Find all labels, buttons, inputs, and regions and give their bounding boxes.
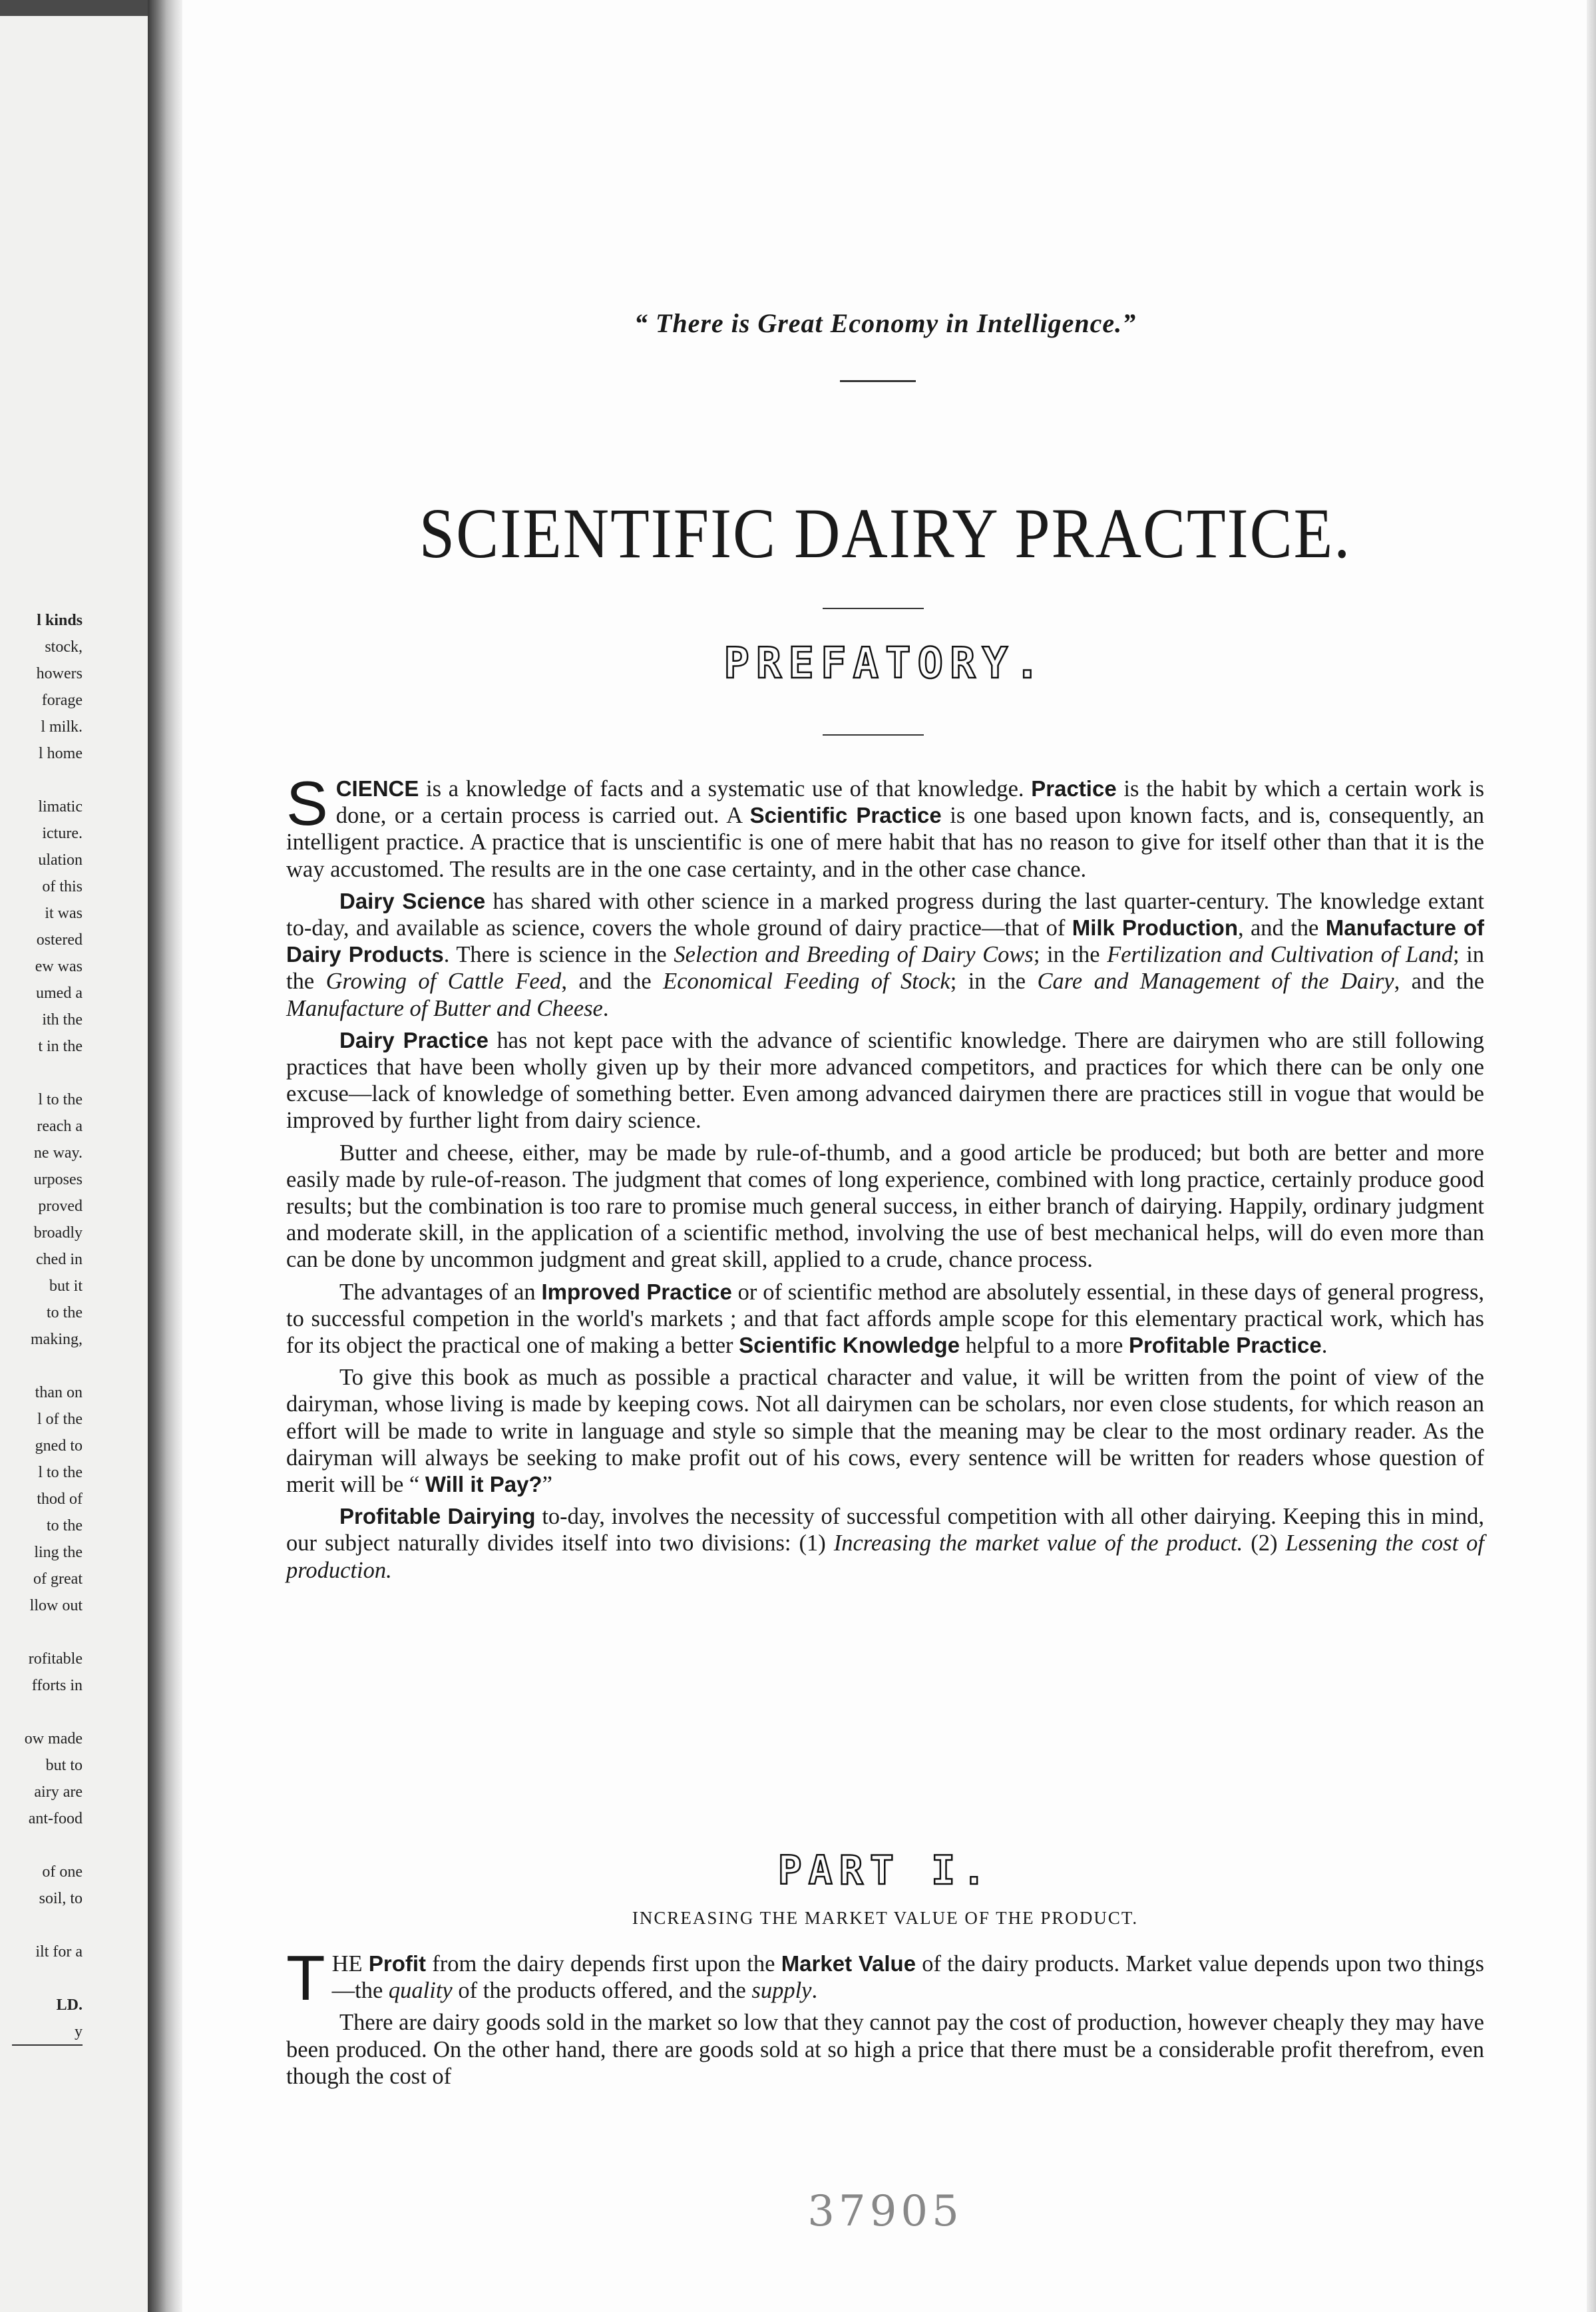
drop-cap: S bbox=[286, 768, 328, 838]
adjacent-text-fragment: y bbox=[75, 2023, 83, 2040]
adjacent-text-fragment: ulation bbox=[38, 851, 83, 869]
bold-phrase: Scientific Practice bbox=[749, 803, 942, 828]
adjacent-text-fragment: to the bbox=[47, 1517, 83, 1534]
adjacent-text-fragment: limatic bbox=[38, 798, 83, 815]
italic-phrase: Care and Management of the Dairy bbox=[1037, 969, 1394, 995]
text-run: ” bbox=[542, 1472, 552, 1498]
text-run: from the dairy depends first upon the bbox=[426, 1951, 781, 1976]
divider-rule bbox=[840, 380, 916, 382]
text-run: of the dairy products. Market value depends upon two things—the bbox=[331, 1951, 1484, 2004]
adjacent-text-fragment: making, bbox=[31, 1331, 83, 1348]
text-run: Butter and cheese, either, may be made by rule-of-thumb, and a good article be produced; but both are better and more easily made by rule-of-reason. The judgment that comes of long experience, combined with long practice, certainly produce good results; but the combination is too rare to promise much general success, in either branch of dairying. Happily, ordinary judgment and moderate skill, in the application of a scientific method, involving the use of best mechanical helps, will do even more than can be done by uncommon judgment and great skill, applied to a crude, chance process. bbox=[286, 1140, 1484, 1273]
text-run: ; in the bbox=[286, 942, 1485, 995]
text-run: . There is science in the bbox=[443, 942, 674, 968]
adjacent-text-fragment: ew was bbox=[35, 958, 83, 975]
italic-phrase: Lessening the cost of production. bbox=[286, 1530, 1484, 1583]
drop-cap: T bbox=[286, 1943, 325, 2014]
adjacent-text-fragment: gned to bbox=[35, 1437, 83, 1455]
adjacent-text-fragment: rofitable bbox=[28, 1650, 83, 1668]
adjacent-text-fragment: ith the bbox=[42, 1011, 83, 1029]
paragraph bbox=[286, 1364, 1484, 1498]
adjacent-text-fragment: ling the bbox=[34, 1544, 83, 1561]
adjacent-text-fragment: ant-food bbox=[28, 1810, 83, 1827]
fragment-gap bbox=[0, 1912, 83, 1939]
adjacent-text-fragment: thod of bbox=[37, 1491, 83, 1508]
adjacent-text-fragment: l of the bbox=[37, 1411, 83, 1428]
bold-phrase: Milk Production bbox=[1072, 915, 1238, 941]
adjacent-page-rule bbox=[12, 2044, 83, 2046]
page-edge bbox=[1587, 0, 1596, 2312]
text-run: ; in the bbox=[950, 969, 1038, 995]
adjacent-text-fragment: of one bbox=[42, 1863, 83, 1881]
italic-phrase: Manufacture of Butter and Cheese bbox=[286, 995, 603, 1021]
fragment-gap bbox=[0, 1353, 83, 1379]
part-body bbox=[286, 1943, 1484, 2095]
bold-phrase: Will it Pay? bbox=[425, 1472, 542, 1497]
text-run: . bbox=[811, 1978, 818, 2004]
adjacent-text-fragment: l to the bbox=[38, 1091, 83, 1108]
bold-phrase: Profitable Dairying bbox=[339, 1504, 536, 1529]
adjacent-text-fragment: ostered bbox=[36, 931, 83, 949]
adjacent-text-fragment: of this bbox=[42, 878, 83, 895]
adjacent-page-margin bbox=[0, 0, 148, 2312]
page-number: 37905 bbox=[807, 2187, 963, 2236]
scan-shadow bbox=[0, 0, 148, 16]
text-run: ; in the bbox=[1033, 942, 1107, 968]
part-subtitle: INCREASING THE MARKET VALUE OF THE PRODUCT. bbox=[632, 1908, 1139, 1928]
motto: “ There is Great Economy in Intelligence.” bbox=[634, 308, 1137, 338]
adjacent-text-fragment: but to bbox=[45, 1757, 83, 1774]
section-subtitle: PREFATORY. bbox=[723, 639, 1047, 688]
bold-phrase: Dairy Science bbox=[339, 888, 486, 913]
paragraph bbox=[286, 2009, 1484, 2090]
text-run: helpful to a more bbox=[960, 1333, 1129, 1359]
italic-phrase: Growing of Cattle Feed bbox=[325, 969, 562, 995]
adjacent-text-fragment: t in the bbox=[38, 1038, 83, 1055]
adjacent-text-fragment: l to the bbox=[38, 1464, 83, 1481]
fragment-gap bbox=[0, 1965, 83, 1992]
paragraph bbox=[286, 1503, 1484, 1584]
adjacent-text-fragment: ow made bbox=[24, 1730, 83, 1747]
adjacent-text-fragment: ilt for a bbox=[35, 1943, 83, 1961]
adjacent-text-fragment: broadly bbox=[33, 1224, 83, 1242]
bold-phrase: Improved Practice bbox=[541, 1279, 732, 1304]
text-run: has not kept pace with the advance of scientific knowledge. There are dairymen who are still following practices that have been wholly given up by their more advanced competitors, and practices for which there can be only one excuse—lack of knowledge of something better. Even among advanced dairymen there are practices still in vogue that would be improved by further light from dairy science. bbox=[286, 1027, 1485, 1134]
adjacent-text-fragment: fforts in bbox=[31, 1677, 83, 1694]
adjacent-text-fragment: of great bbox=[33, 1570, 83, 1588]
adjacent-text-fragment: ne way. bbox=[33, 1144, 83, 1162]
text-run: . bbox=[602, 995, 609, 1021]
adjacent-text-fragment: airy are bbox=[34, 1783, 83, 1801]
text-run: , and the bbox=[1394, 969, 1485, 995]
divider-rule bbox=[823, 608, 924, 609]
text-run: is a knowledge of facts and a systematic use of that knowledge. bbox=[419, 776, 1032, 802]
text-run: to-day, involves the necessity of successful competition with all other dairying. Keeping this in mind, our subject naturally divides itself into two divisions: (1) bbox=[286, 1504, 1484, 1556]
italic-phrase: supply bbox=[751, 1978, 812, 2004]
text-run: of the products offered, and the bbox=[452, 1978, 752, 2004]
bold-phrase: Manufacture of Dairy Products bbox=[286, 915, 1485, 967]
fragment-gap bbox=[0, 1699, 83, 1726]
text-run: (2) bbox=[1243, 1530, 1286, 1556]
text-run: There are dairy goods sold in the market so low that they cannot pay the cost of production, however cheaply they may have been produced. On the other hand, there are goods sold at so high a price that there must be a considerable profit therefrom, even though the cost of bbox=[286, 2010, 1484, 2089]
adjacent-text-fragment: reach a bbox=[37, 1118, 83, 1135]
divider-rule bbox=[823, 734, 924, 736]
paragraph bbox=[286, 1140, 1484, 1273]
paragraph bbox=[286, 1943, 1484, 2014]
text-run: , and the bbox=[1237, 915, 1326, 941]
italic-phrase: Fertilization and Cultivation of Land bbox=[1107, 942, 1453, 968]
prefatory-body bbox=[286, 768, 1485, 1589]
adjacent-text-fragment: icture. bbox=[42, 825, 83, 842]
book-spine-gutter bbox=[148, 0, 182, 2312]
paragraph bbox=[286, 1027, 1484, 1134]
text-run: To give this book as much as possible a practical character and value, it will be written from the point of view of the dairyman, whose living is made by keeping cows. Not all dairymen can be scholars, nor even close students, for which reason an effort will be made to write in language and style so simple that the meaning may be clear to the most ordinary reader. As the dairyman will always be seeking to make profit out of his cows, every sentence will be written for readers whose question of merit will be “ bbox=[286, 1365, 1484, 1498]
text-run: HE bbox=[331, 1951, 369, 1976]
italic-phrase: Selection and Breeding of Dairy Cows bbox=[674, 942, 1034, 968]
text-run: or of scientific method are absolutely essential, in these days of general progress, to successful competion in the world's markets ; and that fact affords ample scope for this elementary practical work, which has for its object the practical one of making a better bbox=[286, 1279, 1485, 1359]
bold-phrase: CIENCE bbox=[335, 776, 419, 801]
italic-phrase: quality bbox=[388, 1978, 453, 2004]
bold-phrase: Scientific Knowledge bbox=[739, 1333, 960, 1358]
text-run: The advantages of an bbox=[339, 1279, 542, 1305]
bold-phrase: Profitable Practice bbox=[1128, 1333, 1322, 1358]
bold-phrase: Practice bbox=[1031, 776, 1117, 801]
fragment-gap bbox=[0, 1832, 83, 1859]
adjacent-text-fragment: forage bbox=[41, 692, 83, 709]
fragment-gap bbox=[0, 1619, 83, 1646]
adjacent-text-fragment: than on bbox=[35, 1384, 83, 1401]
adjacent-text-fragment: urposes bbox=[33, 1171, 83, 1188]
adjacent-text-fragment: proved bbox=[38, 1198, 83, 1215]
paragraph bbox=[286, 888, 1484, 1022]
paragraph bbox=[286, 1279, 1484, 1359]
adjacent-text-fragment: l milk. bbox=[41, 718, 83, 736]
adjacent-text-fragment: l home bbox=[39, 745, 83, 762]
fragment-gap bbox=[0, 1060, 83, 1086]
adjacent-text-fragment: stock, bbox=[45, 638, 83, 656]
bold-phrase: Profit bbox=[368, 1951, 427, 1976]
part-title: PART I. bbox=[777, 1847, 993, 1894]
fragment-gap bbox=[0, 767, 83, 794]
adjacent-text-fragment: llow out bbox=[29, 1597, 83, 1614]
adjacent-text-fragment: LD. bbox=[56, 1996, 83, 2014]
text-run: is the habit by which a certain work is done, or a certain process is carried out. A bbox=[335, 776, 1484, 829]
italic-phrase: Increasing the market value of the product. bbox=[833, 1530, 1243, 1556]
adjacent-text-fragment: but it bbox=[49, 1277, 83, 1295]
adjacent-text-fragment: to the bbox=[47, 1304, 83, 1321]
text-run: is one based upon known facts, and is, consequently, an intelligent practice. A practice that is unscientific is one of mere habit that has no reason to give for itself other than that it is the way accustomed. The results are in the one case certainty, and in the other case chance. bbox=[286, 803, 1484, 882]
adjacent-text-fragment: ched in bbox=[36, 1251, 83, 1268]
bold-phrase: Market Value bbox=[781, 1951, 916, 1976]
text-run: has shared with other science in a marked progress during the last quarter-century. The knowledge extant to-day, and available as science, covers the whole ground of dairy practice—that of bbox=[286, 888, 1485, 941]
paragraph bbox=[286, 768, 1484, 883]
adjacent-text-fragment: it was bbox=[45, 905, 83, 922]
adjacent-page-text-fragments bbox=[0, 607, 83, 2045]
text-run: , and the bbox=[561, 969, 664, 995]
adjacent-text-fragment: l kinds bbox=[37, 612, 83, 629]
bold-phrase: Dairy Practice bbox=[339, 1027, 489, 1052]
text-run: . bbox=[1321, 1333, 1328, 1359]
adjacent-text-fragment: soil, to bbox=[39, 1890, 83, 1907]
page-title: SCIENTIFIC DAIRY PRACTICE. bbox=[419, 493, 1352, 573]
adjacent-text-fragment: umed a bbox=[36, 985, 83, 1002]
adjacent-text-fragment: howers bbox=[36, 665, 83, 682]
italic-phrase: Economical Feeding of Stock bbox=[663, 969, 950, 995]
